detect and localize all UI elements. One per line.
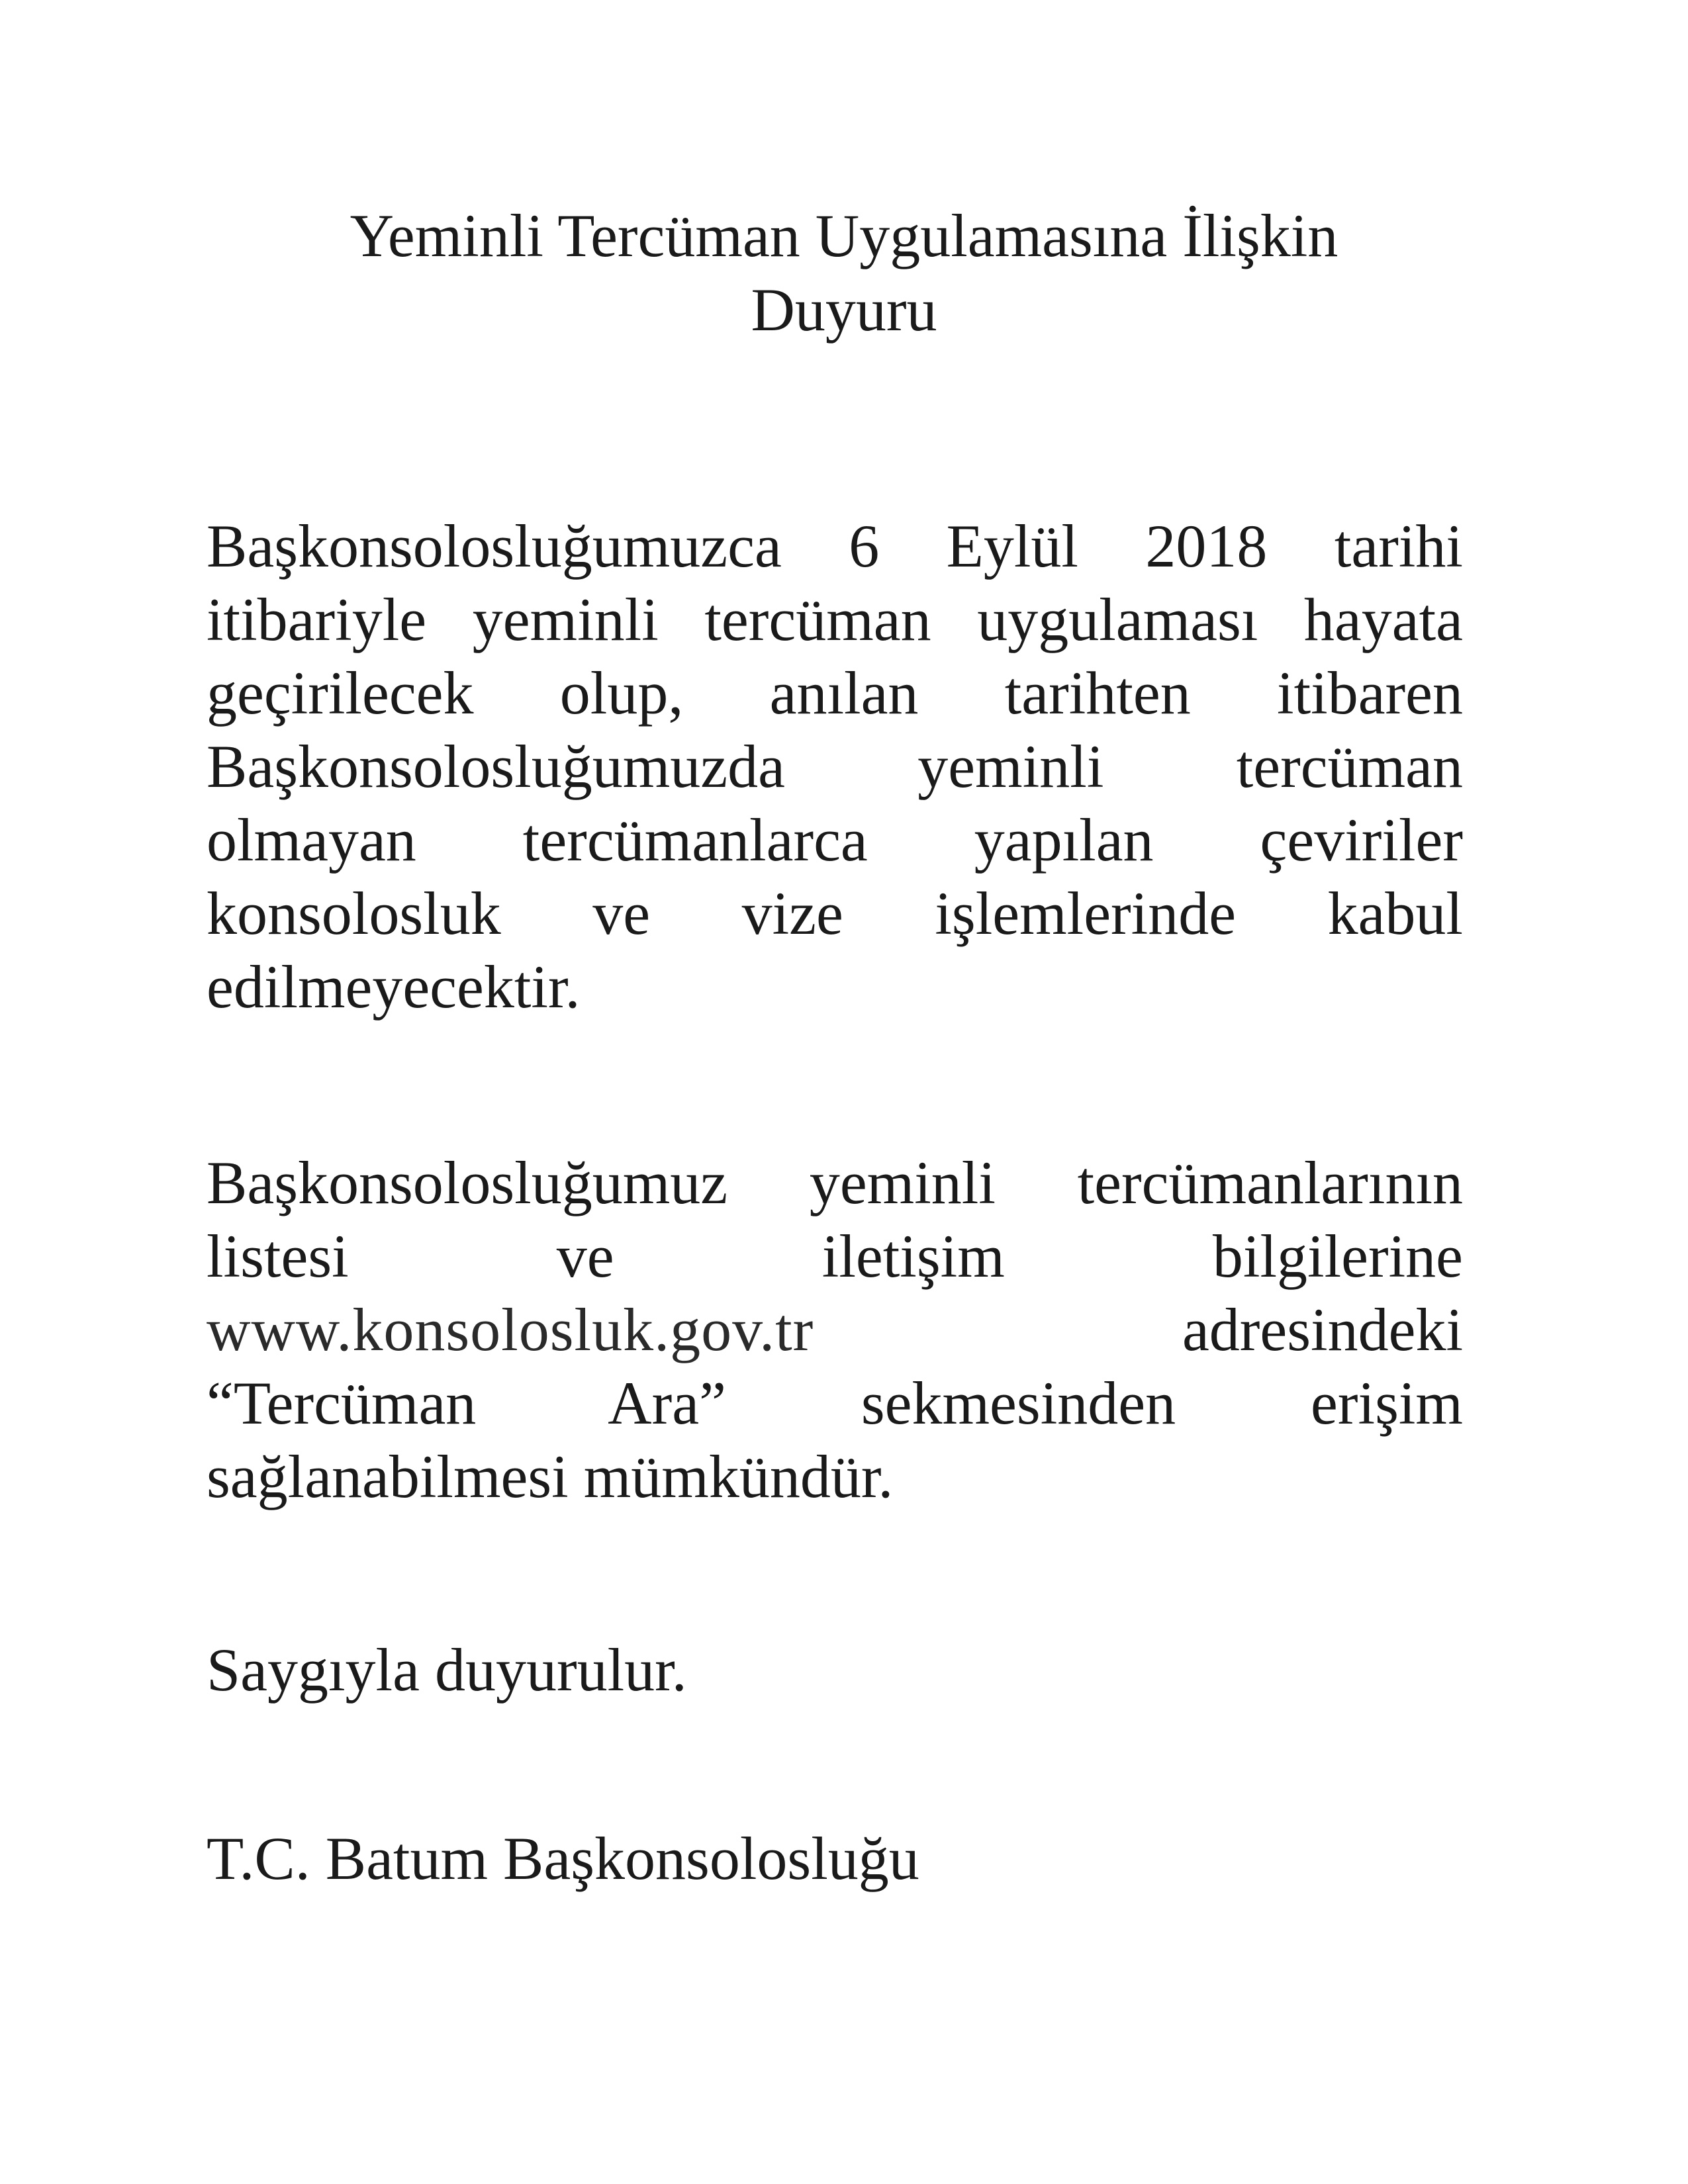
- paragraph-1-line: olmayan tercümanlarca yapılan çeviriler: [207, 806, 1463, 874]
- title-line-1: Yeminli Tercüman Uygulamasına İlişkin: [350, 202, 1338, 269]
- paragraph-2-line: Başkonsolosluğumuz yeminli tercümanlarının: [207, 1149, 1463, 1216]
- paragraph-2: [207, 1146, 1463, 1514]
- announcement-title: [0, 199, 1688, 347]
- paragraph-2-line: [207, 1293, 1463, 1367]
- paragraph-2-line: sağlanabilmesi mümkündür.: [207, 1443, 894, 1510]
- paragraph-1-line: itibariyle yeminli tercüman uygulaması hayata: [207, 586, 1463, 653]
- title-line-2: Duyuru: [751, 276, 937, 343]
- signature-block: [207, 1822, 1463, 1895]
- paragraph-1: [207, 510, 1463, 1024]
- paragraph-1-line: Başkonsolosluğumuzca 6 Eylül 2018 tarihi: [207, 512, 1463, 580]
- closing-block: [207, 1633, 1463, 1707]
- paragraph-1-line: edilmeyecektir.: [207, 953, 581, 1021]
- paragraph-2-line-rest: adresindeki: [1182, 1296, 1463, 1363]
- paragraph-2-line: “Tercüman Ara” sekmesinden erişim: [207, 1369, 1463, 1437]
- paragraph-1-line: geçirilecek olup, anılan tarihten itibaren: [207, 659, 1463, 727]
- paragraph-2-line: listesi ve iletişim bilgilerine: [207, 1222, 1463, 1290]
- paragraph-1-line: konsolosluk ve vize işlemlerinde kabul: [207, 880, 1463, 947]
- paragraph-1-line: Başkonsolosluğumuzda yeminli tercüman: [207, 733, 1463, 800]
- consulate-website-link[interactable]: www.konsolosluk.gov.tr: [207, 1296, 814, 1363]
- signature-text: T.C. Batum Başkonsolosluğu: [207, 1825, 919, 1892]
- closing-text: Saygıyla duyurulur.: [207, 1636, 687, 1704]
